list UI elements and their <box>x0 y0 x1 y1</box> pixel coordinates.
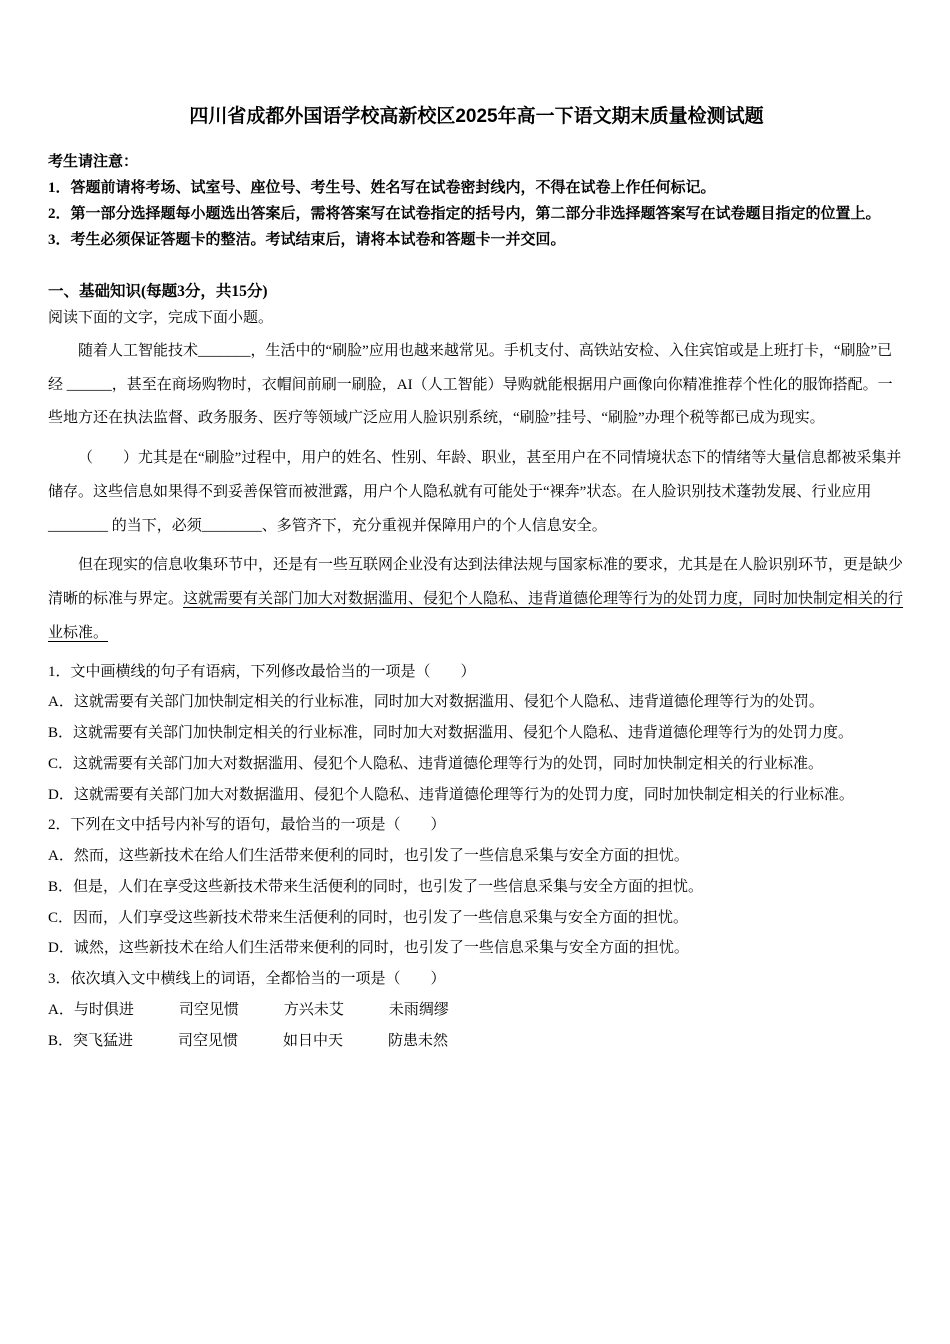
passage-paragraph-2 <box>48 442 905 543</box>
question-1 <box>48 657 905 811</box>
question-3-option-b: B．突飞猛进 司空见惯 如日中天 防患未然 <box>48 1032 449 1049</box>
passage-paragraph-2-text: （ ）尤其是在“刷脸”过程中，用户的姓名、性别、年龄、职业，甚至用户在不同情境状态下的情绪等大量信息都被采集并储存。这些信息如果得不到妥善保管而被泄露，用户个人隐私就有可能处于“裸奔”状态。在人脸识别技术蓬勃发展、行业应用________ 的当下，必须________、多管齐下，充分重视并保障用户的个人信息安全。 <box>48 450 902 534</box>
question-1-option-d: D．这就需要有关部门加大对数据滥用、侵犯个人隐私、违背道德伦理等行为的处罚力度，同时加快制定相关的行业标准。 <box>48 786 854 803</box>
question-2 <box>48 810 905 964</box>
passage-paragraph-1 <box>48 335 905 436</box>
question-1-option-c: C．这就需要有关部门加大对数据滥用、侵犯个人隐私、违背道德伦理等行为的处罚，同时加快制定相关的行业标准。 <box>48 755 824 772</box>
question-list <box>48 657 905 1057</box>
passage-paragraph-3-text: 但在现实的信息收集环节中，还是有一些互联网企业没有达到法律法规与国家标准的要求，尤其是在人脸识别环节，更是缺少清晰的标准与界定。 <box>48 557 904 608</box>
question-2-option-d: D．诚然，这些新技术在给人们生活带来便利的同时，也引发了一些信息采集与安全方面的担忧。 <box>48 940 689 957</box>
question-1-stem: 1．文中画横线的句子有语病，下列修改最恰当的一项是（ ） <box>48 663 476 680</box>
question-2-option-b: B．但是，人们在享受这些新技术带来生活便利的同时，也引发了一些信息采集与安全方面的担忧。 <box>48 878 704 895</box>
question-1-option-a: A．这就需要有关部门加快制定相关的行业标准，同时加大对数据滥用、侵犯个人隐私、违背道德伦理等行为的处罚。 <box>48 694 824 711</box>
notice-item-3: 3．考生必须保证答题卡的整洁。考试结束后，请将本试卷和答题卡一并交回。 <box>48 232 566 249</box>
question-3-option-a: A．与时俱进 司空见惯 方兴未艾 未雨绸缪 <box>48 1001 449 1018</box>
notice-item-2: 2．第一部分选择题每小题选出答案后，需将答案写在试卷指定的括号内，第二部分非选择题答案写在试卷题目指定的位置上。 <box>48 206 881 223</box>
passage-intro: 阅读下面的文字，完成下面小题。 <box>48 309 274 326</box>
question-3 <box>48 964 905 1056</box>
question-2-option-c: C．因而，人们享受这些新技术带来生活便利的同时，也引发了一些信息采集与安全方面的担忧。 <box>48 909 689 926</box>
notice-heading: 考生请注意： <box>48 153 139 170</box>
question-2-stem: 2．下列在文中括号内补写的语句，最恰当的一项是（ ） <box>48 817 446 834</box>
question-2-option-a: A．然而，这些新技术在给人们生活带来便利的同时，也引发了一些信息采集与安全方面的担忧。 <box>48 848 689 865</box>
candidate-notice <box>48 149 905 254</box>
notice-item-1: 1．答题前请将考场、试室号、座位号、考生号、姓名写在试卷密封线内，不得在试卷上作任何标记。 <box>48 179 716 196</box>
question-1-option-b: B．这就需要有关部门加快制定相关的行业标准，同时加大对数据滥用、侵犯个人隐私、违背道德伦理等行为的处罚力度。 <box>48 725 854 742</box>
section-one-heading: 一、基础知识(每题3分，共15分) <box>48 282 268 300</box>
passage-paragraph-1-text: 随着人工智能技术_______，生活中的“刷脸”应用也越来越常见。手机支付、高铁站安检、入住宾馆或是上班打卡，“刷脸”已经 ______，甚至在商场购物时，衣帽间前刷一刷脸，AI（人工智能）导购就能根据用户画像向你精准推荐个性化的服饰搭配。一些地方还在执法监督、政务服务、医疗等领域广泛应用人脸识别系统，“刷脸”挂号、“刷脸”办理个税等都已成为现实。 <box>48 342 893 427</box>
underlined-sentence: 这就需要有关部门加大对数据滥用、侵犯个人隐私、违背道德伦理等行为的处罚力度，同时加快制定相关的行业标准。 <box>48 591 904 641</box>
paper-title: 四川省成都外国语学校高新校区2025年高一下语文期末质量检测试题 <box>189 106 764 127</box>
reading-passage <box>48 335 905 651</box>
passage-paragraph-3 <box>48 549 905 650</box>
question-3-stem: 3．依次填入文中横线上的词语，全都恰当的一项是（ ） <box>48 971 446 988</box>
